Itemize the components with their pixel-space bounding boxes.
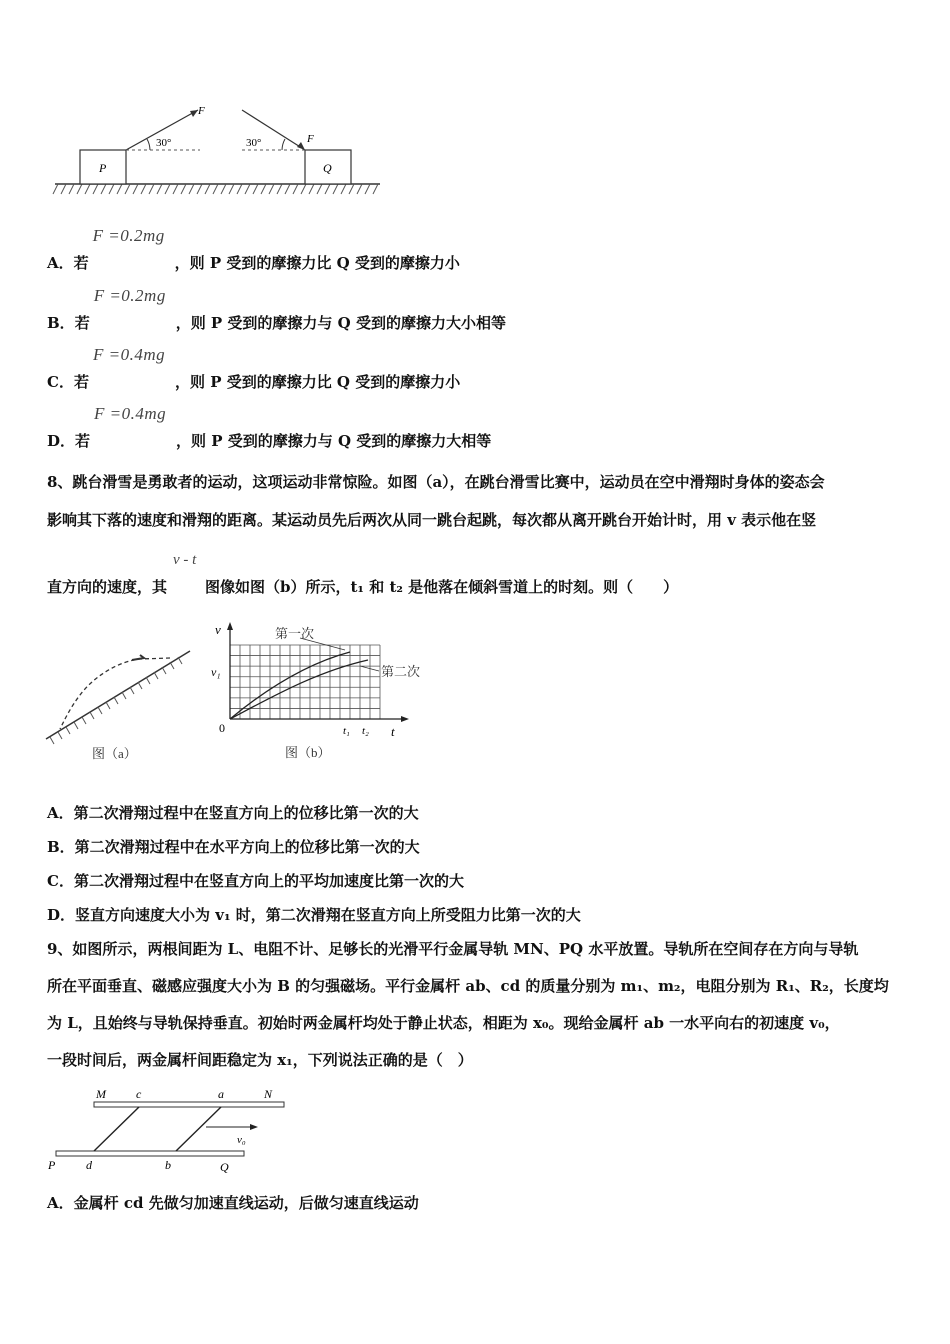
v1-label: v₁ xyxy=(211,665,221,679)
q7-option-b: B．若 F =0.2mg ，则 P 受到的摩擦力与 Q 受到的摩擦力大小相等 xyxy=(47,286,506,332)
label-a: a xyxy=(218,1087,224,1101)
label-n: N xyxy=(264,1087,273,1101)
q9-line-3: 为 L，且始终与导轨保持垂直。初始时两金属杆均处于静止状态，相距为 x₀。现给金属杆 ab 一水平向右的初速度 v₀， xyxy=(47,1014,840,1032)
t1-label: t₁ xyxy=(343,725,350,737)
angle-left-label: 30° xyxy=(156,137,172,149)
q9-line-1: 9、如图所示，两根间距为 L、电阻不计、足够长的光滑平行金属导轨 MN、PQ 水平放置。导轨所在空间存在方向与导轨 xyxy=(47,940,859,958)
label-q: Q xyxy=(220,1160,229,1174)
label-m: M xyxy=(96,1087,106,1101)
q8-figure-a xyxy=(40,645,200,765)
block-p-label: P xyxy=(99,161,107,175)
q8-option-a: A．第二次滑翔过程中在竖直方向上的位移比第一次的大 xyxy=(47,804,419,822)
formula-b: F =0.2mg xyxy=(93,286,166,305)
q8-line-1: 8、跳台滑雪是勇敢者的运动，这项运动非常惊险。如图（a），在跳台滑雪比赛中，运动员在空中滑翔时身体的姿态会 xyxy=(47,473,825,491)
t2-label: t₂ xyxy=(362,725,369,737)
vt-label: v - t xyxy=(173,552,197,568)
q8-line-2: 影响其下落的速度和滑翔的距离。某运动员先后两次从同一跳台起跳，每次都从离开跳台开始计时，用 v 表示他在竖 xyxy=(47,511,817,529)
formula-a: F =0.2mg xyxy=(92,226,165,245)
axis-t-label: t xyxy=(391,724,395,739)
q9-option-a: A．金属杆 cd 先做匀加速直线运动，后做匀速直线运动 xyxy=(47,1194,419,1212)
axis-v-label: v xyxy=(215,622,221,637)
block-q-label: Q xyxy=(323,161,332,175)
q8-line-3: 直方向的速度，其 v - t 图像如图（b）所示，t₁ 和 t₂ 是他落在倾斜雪道上的时刻。则（ ） xyxy=(47,552,679,596)
label-p: P xyxy=(48,1158,56,1172)
q8-option-d: D．竖直方向速度大小为 v₁ 时，第二次滑翔在竖直方向上所受阻力比第一次的大 xyxy=(47,906,581,924)
second-label: 第二次 xyxy=(381,664,421,679)
label-c: c xyxy=(136,1087,142,1101)
label-d: d xyxy=(86,1158,92,1172)
q8-option-c: C．第二次滑翔过程中在竖直方向上的平均加速度比第一次的大 xyxy=(47,872,464,890)
q9-line-2: 所在平面垂直、磁感应强度大小为 B 的匀强磁场。平行金属杆 ab、cd 的质量分别为 m₁、m₂，电阻分别为 R₁、R₂，长度均 xyxy=(47,977,889,995)
force-left-label: F xyxy=(198,105,205,117)
q9-line-4: 一段时间后，两金属杆间距稳定为 x₁，下列说法正确的是（ ） xyxy=(47,1051,473,1069)
formula-d: F =0.4mg xyxy=(94,404,167,423)
q8-figure-b xyxy=(205,620,445,765)
label-v0: v₀ xyxy=(237,1134,246,1146)
q8-option-b: B．第二次滑翔过程中在水平方向上的位移比第一次的大 xyxy=(47,838,420,856)
q7-option-c: C．若 F =0.4mg ，则 P 受到的摩擦力比 Q 受到的摩擦力小 xyxy=(47,345,461,391)
angle-right-label: 30° xyxy=(246,137,262,149)
origin-label: 0 xyxy=(219,721,225,735)
fig-b-caption: 图（b） xyxy=(285,745,331,760)
label-b: b xyxy=(165,1158,171,1172)
q7-figure xyxy=(50,100,390,200)
formula-c: F =0.4mg xyxy=(92,345,166,364)
q7-option-a: A．若 F =0.2mg ，则 P 受到的摩擦力比 Q 受到的摩擦力小 xyxy=(47,226,460,272)
force-right-label: F xyxy=(307,133,314,145)
curve-second xyxy=(230,660,368,719)
first-label: 第一次 xyxy=(275,626,315,641)
fig-a-caption: 图（a） xyxy=(92,746,137,761)
q7-option-d: D．若 F =0.4mg ，则 P 受到的摩擦力与 Q 受到的摩擦力大相等 xyxy=(47,404,492,450)
q9-figure xyxy=(44,1085,294,1180)
